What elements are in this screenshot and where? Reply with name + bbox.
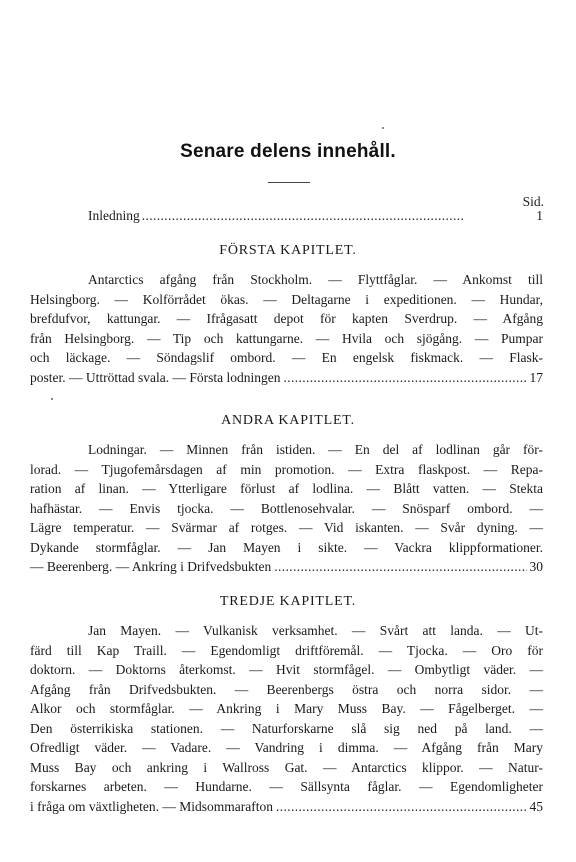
summary-line: brefdufvor, kattungar. — Ifrågasatt depot för kapten Sverdrup. — Afgång [30, 311, 543, 326]
chapter-heading-3: TREDJE KAPITLET. [219, 594, 357, 609]
summary-line: Lägre temperatur. — Svärmar af rotges. — Vid iskanten. — Svår dyning. — [30, 520, 543, 535]
summary-line: ration af linan. — Ytterligare förlust af lodlina. — Blått vatten. — Stekta [30, 481, 543, 496]
summary-line: Muss Bay och ankring i Wallross Gat. — Antarctics klippor. — Natur- [30, 759, 543, 775]
summary-line: lorad. — Tjugofemårsdagen af min promotion. — Extra flaskpost. — Repa- [30, 461, 543, 477]
toc-entry-inledning [88, 208, 543, 224]
page-column-label: Sid. [522, 194, 544, 209]
summary-last-line [30, 368, 543, 388]
summary-line: i fråga om växtligheten. — Midsommarafton [30, 798, 273, 814]
toc-entry-label: Inledning [88, 208, 140, 223]
dot-leader [142, 208, 527, 224]
summary-line: Afgång från Drifvedsbukten. — Beerenbergs östra och norra sidor. — [30, 681, 543, 697]
summary-line: färd till Kap Traill. — Egendomligt driftföremål. — Tjocka. — Oro för [30, 642, 543, 658]
summary-line: hafhästar. — Envis tjocka. — Bottlenosehvalar. — Snösparf ombord. — [30, 500, 543, 516]
chapter-summary-2 [30, 440, 543, 577]
chapter-heading-2: ANDRA KAPITLET. [221, 413, 355, 428]
summary-line: Den österrikiska stationen. — Naturforskarne slå sig ned på land. — [30, 720, 543, 736]
summary-line: poster. — Uttröttad svala. — Första lodningen [30, 369, 281, 385]
printing-speck [51, 398, 53, 400]
summary-line: — Beerenberg. — Ankring i Drifvedsbukten [30, 559, 272, 574]
summary-line: Ofredligt väder. — Vadare. — Vandring i dimma. — Afgång från Mary [30, 740, 543, 755]
chapter-summary-3 [30, 621, 543, 816]
summary-line: Jan Mayen. — Vulkanisk verksamhet. — Svårt att landa. — Ut- [88, 623, 543, 638]
title-divider [268, 182, 310, 183]
toc-page-number: 30 [529, 559, 543, 574]
page-title: Senare delens innehåll. [180, 141, 396, 162]
summary-line: från Helsingborg. — Tip och kattungarne. — Hvila och sjögång. — Pumpar [30, 330, 543, 346]
toc-page-number: 17 [529, 369, 543, 385]
summary-line: och läckage. — Söndagslif ombord. — En engelsk fiskmack. — Flask- [30, 350, 543, 365]
dot-leader [283, 368, 526, 388]
toc-page-number: 1 [536, 208, 543, 223]
printing-speck [382, 127, 384, 129]
summary-line: doktorn. — Doktorns återkomst. — Hvit stormfågel. — Ombytligt väder. — [30, 662, 543, 677]
chapter-summary-1 [30, 270, 543, 387]
summary-line: forskarnes arbeten. — Hundarne. — Sällsynta fåglar. — Egendomligheter [30, 779, 543, 794]
dot-leader [274, 557, 526, 577]
chapter-heading-1: FÖRSTA KAPITLET. [219, 243, 357, 258]
summary-line: Antarctics afgång från Stockholm. — Flyttfåglar. — Ankomst till [88, 272, 543, 287]
summary-line: Dykande stormfåglar. — Jan Mayen i sikte. — Vackra klippformationer. [30, 539, 543, 555]
summary-line: Helsingborg. — Kolförrådet ökas. — Deltagarne i expeditionen. — Hundar, [30, 291, 543, 307]
summary-last-line [30, 557, 543, 577]
summary-last-line [30, 797, 543, 817]
toc-page-number: 45 [529, 798, 543, 814]
summary-line: Lodningar. — Minnen från istiden. — En del af lodlinan går för- [88, 442, 543, 457]
summary-line: Alkor och stormfåglar. — Ankring i Mary Muss Bay. — Fågelberget. — [30, 701, 543, 716]
dot-leader [276, 797, 527, 817]
